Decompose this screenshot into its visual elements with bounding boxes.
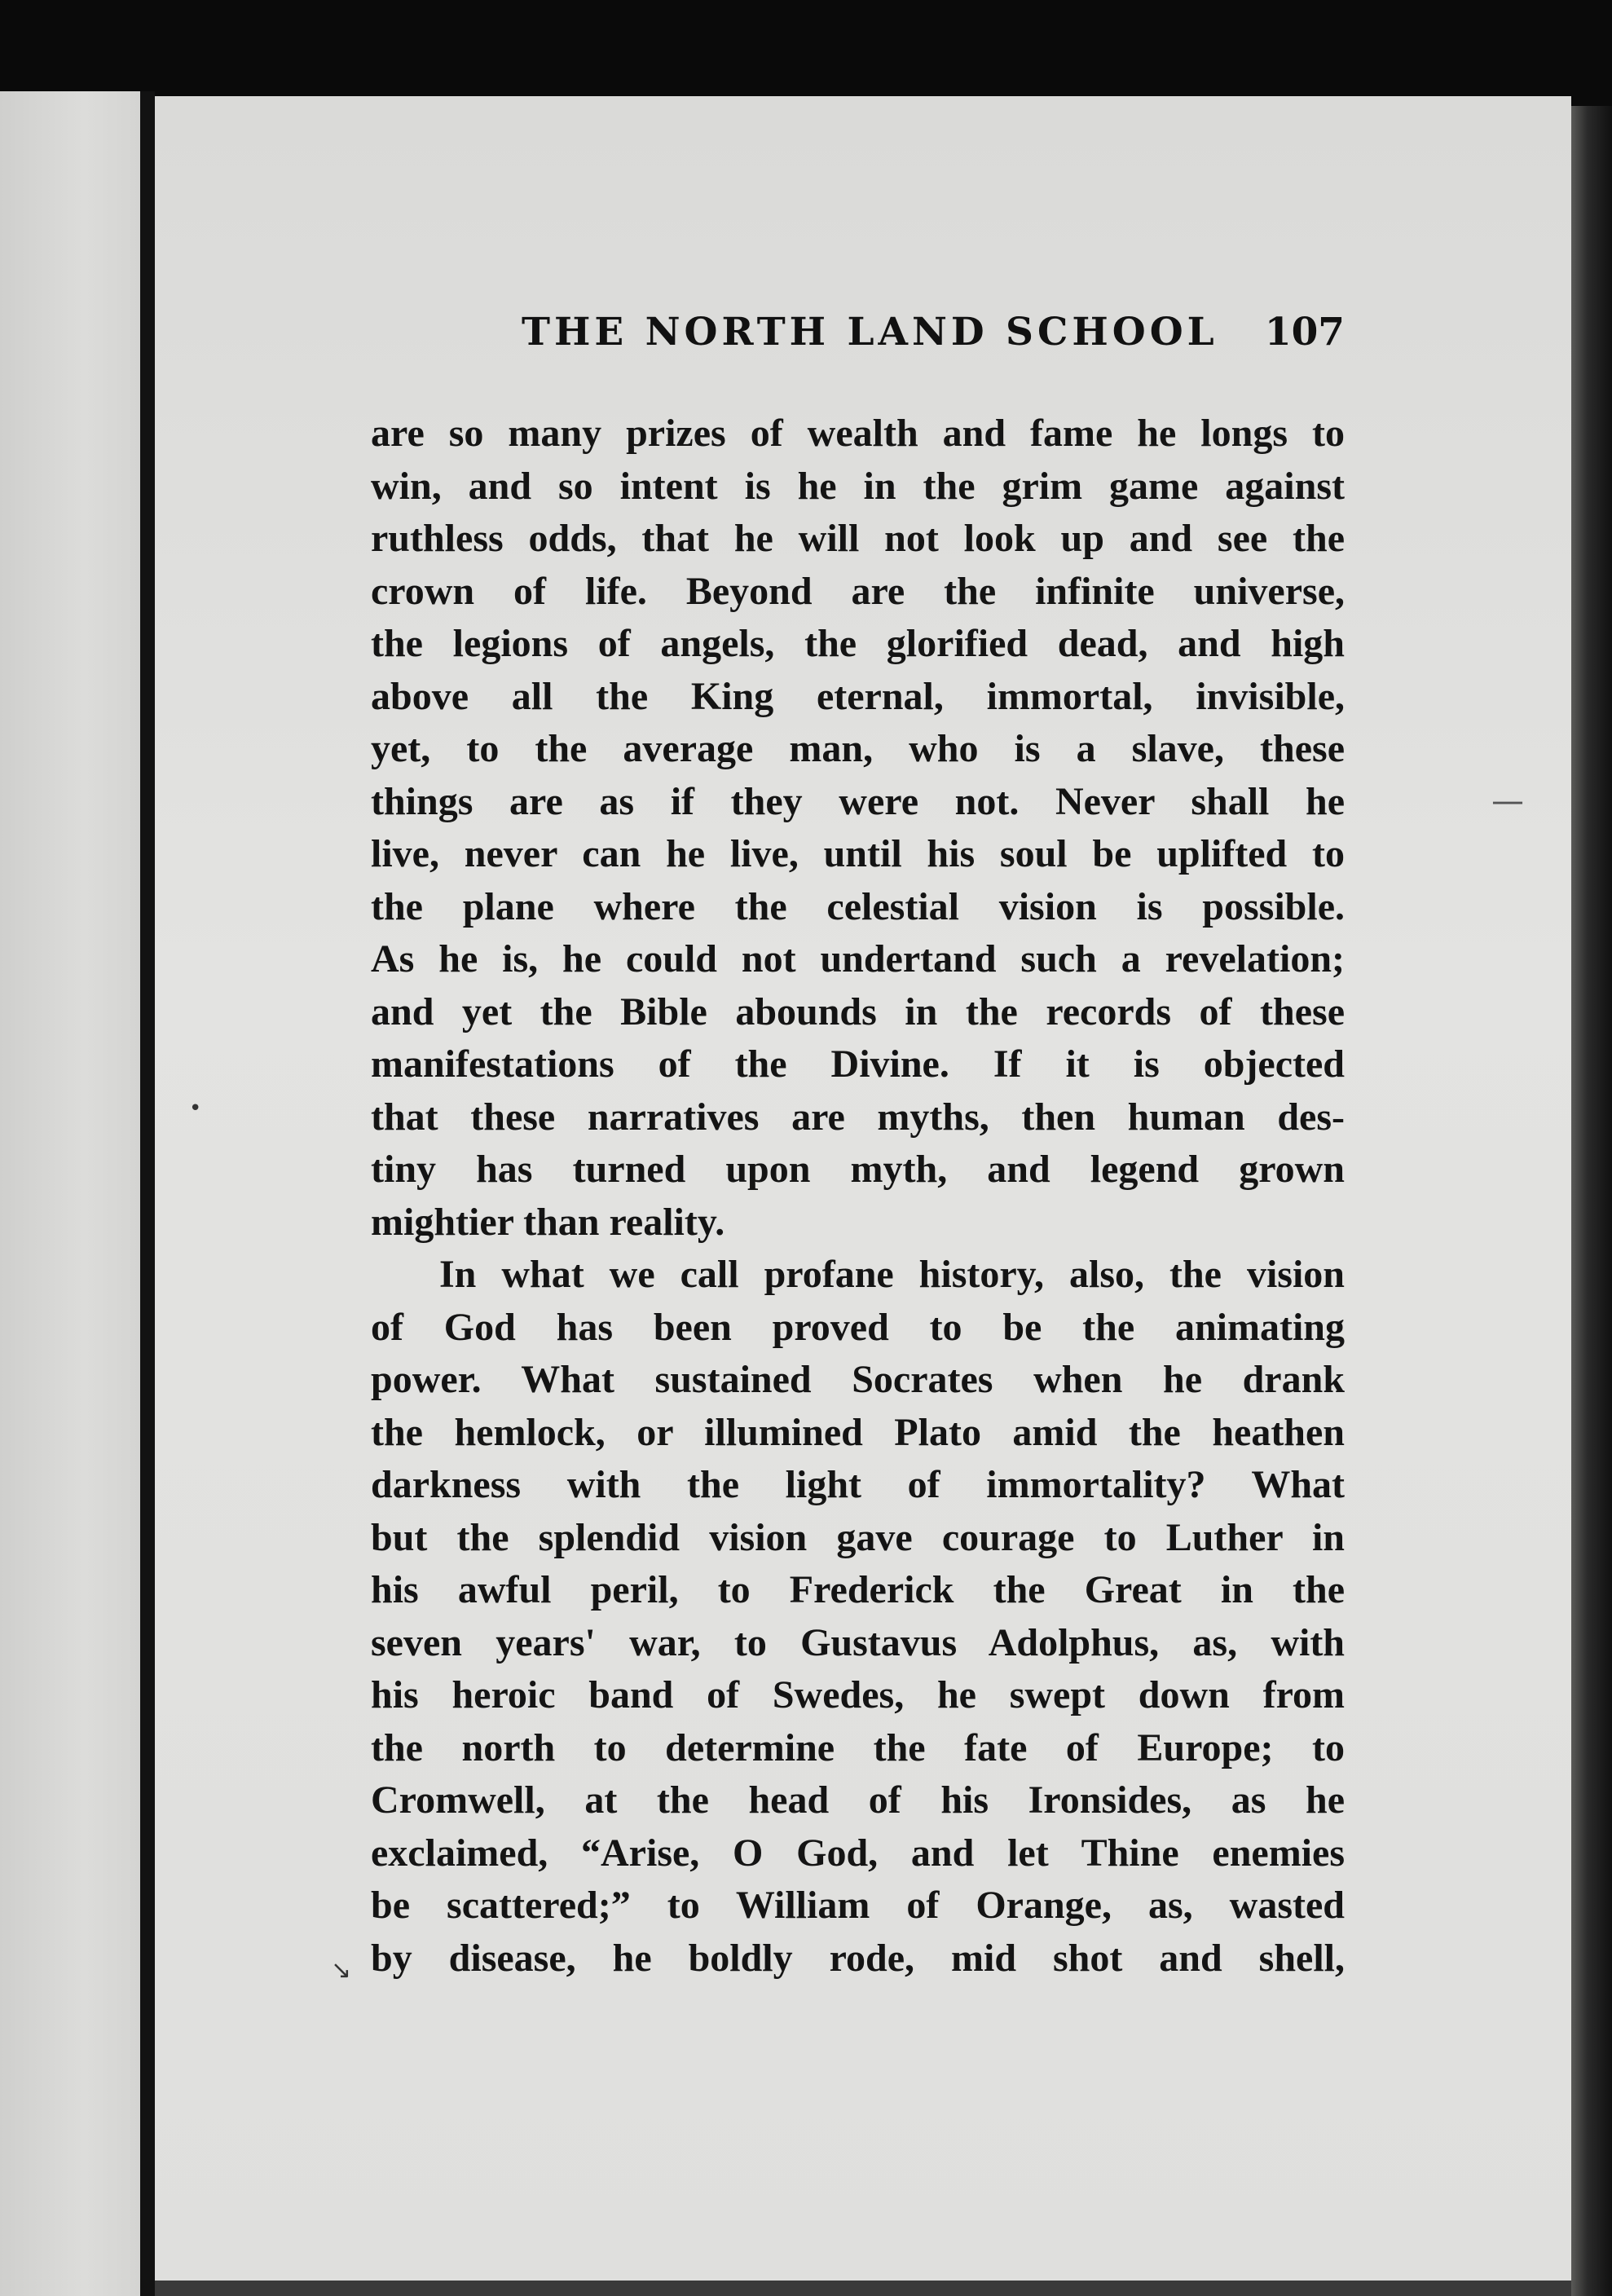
- text-line: of God has been proved to be the animating: [371, 1305, 1345, 1349]
- text-line: tiny has turned upon myth, and legend grown: [371, 1148, 1345, 1191]
- text-line: but the splendid vision gave courage to Luther in: [371, 1515, 1345, 1559]
- text-line: the north to determine the fate of Europe; to: [371, 1725, 1345, 1769]
- text-line: As he is, he could not undertand such a revelation;: [371, 937, 1345, 981]
- text-line: Cromwell, at the head of his Ironsides, as he: [371, 1778, 1345, 1822]
- text-line: be scattered;” to William of Orange, as, wasted: [371, 1884, 1345, 1927]
- text-line: seven years' war, to Gustavus Adolphus, as, with: [371, 1620, 1345, 1664]
- body-text: [371, 408, 1345, 1985]
- paragraph-start-line: In what we call profane history, also, the vision: [439, 1253, 1345, 1296]
- running-header: [522, 310, 1345, 355]
- page-right-edge-shadow: [1571, 106, 1612, 2296]
- text-line: above all the King eternal, immortal, invisible,: [371, 674, 1345, 718]
- margin-tick-mark: ↘: [331, 1956, 352, 1985]
- text-line: and yet the Bible abounds in the records of these: [371, 989, 1345, 1033]
- text-line: ruthless odds, that he will not look up and see the: [371, 517, 1345, 560]
- text-line: yet, to the average man, who is a slave, these: [371, 727, 1345, 770]
- text-line: manifestations of the Divine. If it is objected: [371, 1042, 1345, 1086]
- text-line: exclaimed, “Arise, O God, and let Thine enemies: [371, 1831, 1345, 1875]
- text-line: power. What sustained Socrates when he drank: [371, 1358, 1345, 1401]
- text-line: crown of life. Beyond are the infinite universe,: [371, 569, 1345, 613]
- text-line: live, never can he live, until his soul be uplifted to: [371, 832, 1345, 875]
- text-line: darkness with the light of immortality? What: [371, 1463, 1345, 1506]
- running-title: THE NORTH LAND SCHOOL: [522, 310, 1218, 355]
- text-line: by disease, he boldly rode, mid shot and shell,: [371, 1936, 1345, 1980]
- text-line: are so many prizes of wealth and fame he longs to: [371, 412, 1345, 455]
- paragraph-end-line: mightier than reality.: [371, 1200, 725, 1244]
- ink-speck: •: [189, 1096, 202, 1121]
- text-line: the hemlock, or illumined Plato amid the heathen: [371, 1410, 1345, 1454]
- page-number: 107: [1264, 310, 1345, 355]
- text-line: the plane where the celestial vision is possible.: [371, 884, 1345, 928]
- page-bottom-edge: [155, 2281, 1571, 2296]
- facing-page-edge: [0, 91, 140, 2296]
- text-line: win, and so intent is he in the grim game against: [371, 464, 1345, 508]
- book-gutter: [140, 91, 155, 2296]
- margin-dash-mark: —: [1491, 782, 1524, 820]
- text-line: his heroic band of Swedes, he swept down from: [371, 1673, 1345, 1716]
- text-line: that these narratives are myths, then human des-: [371, 1095, 1345, 1139]
- text-line: his awful peril, to Frederick the Great in the: [371, 1568, 1345, 1611]
- text-line: things are as if they were not. Never shall he: [371, 779, 1345, 823]
- text-line: the legions of angels, the glorified dead, and high: [371, 622, 1345, 665]
